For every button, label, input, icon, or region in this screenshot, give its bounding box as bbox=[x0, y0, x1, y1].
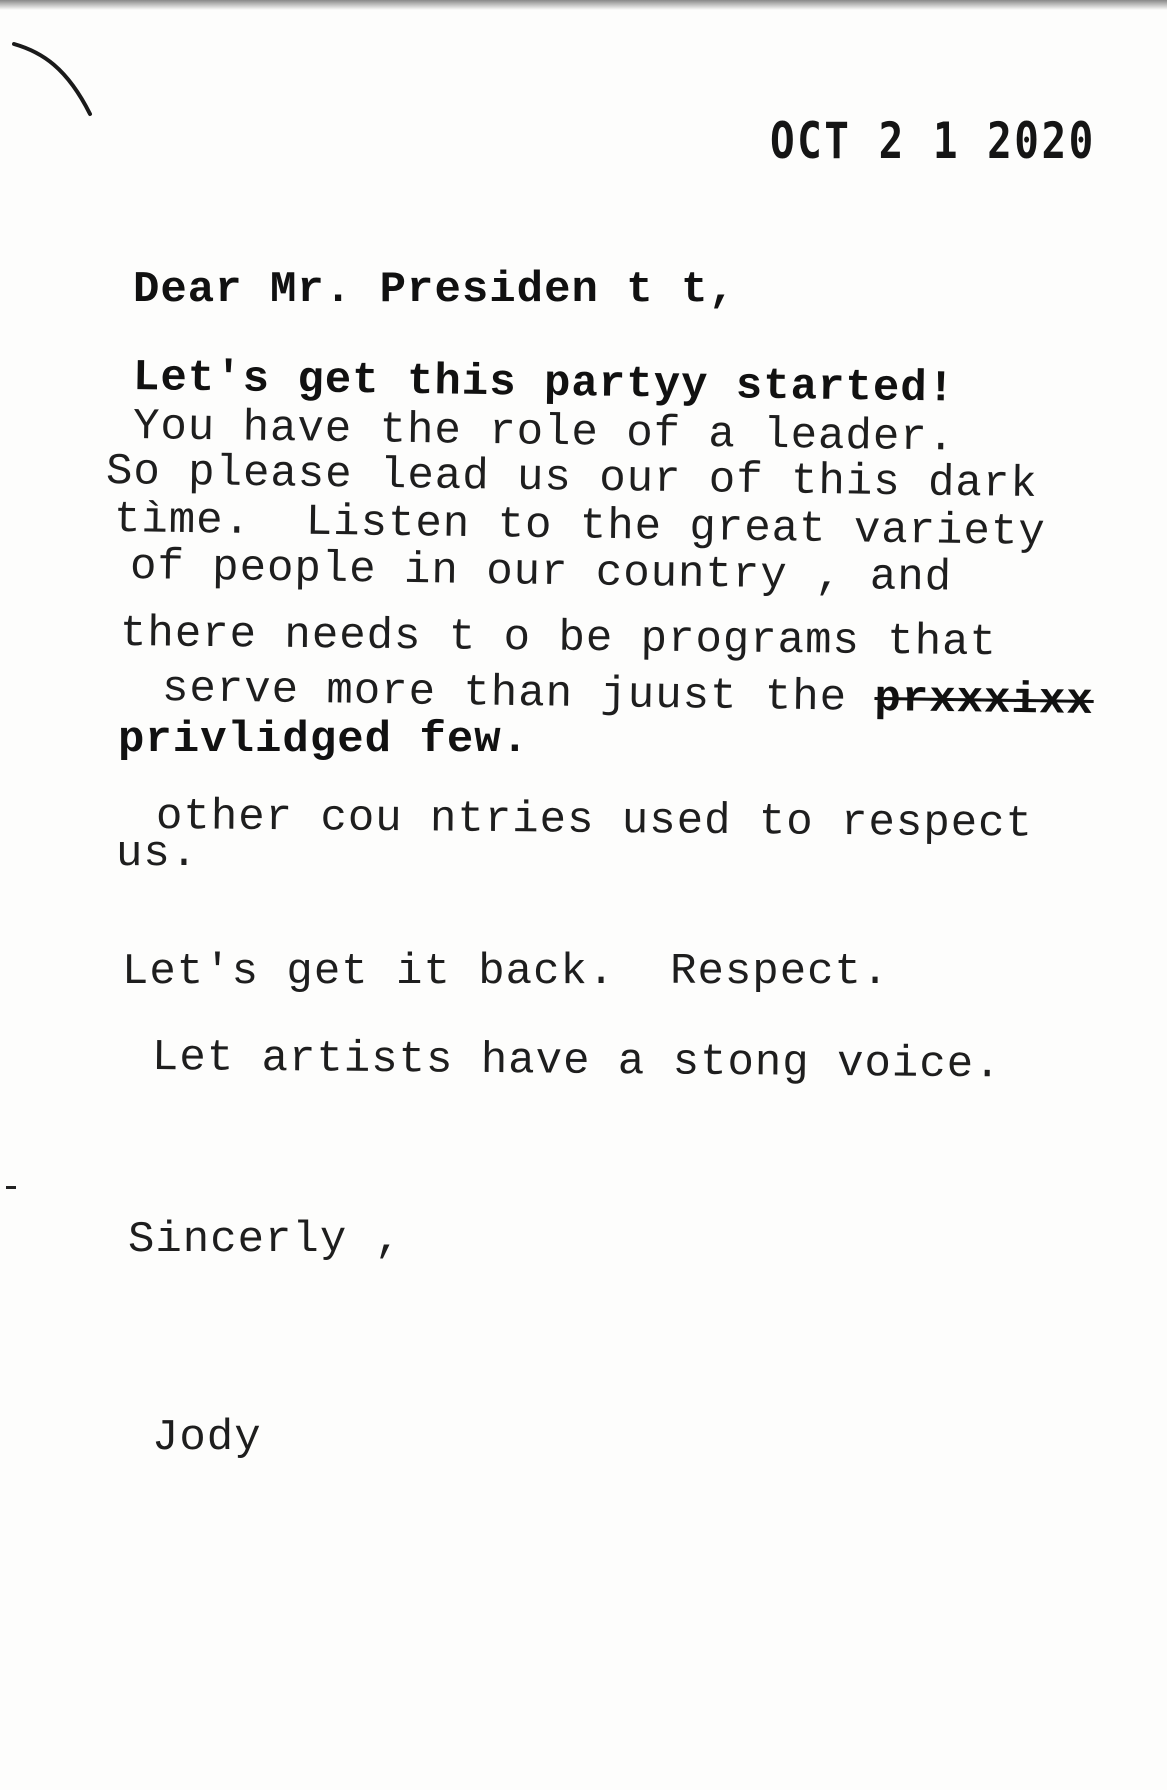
date-stamp: OCT 2 1 2020 bbox=[770, 112, 1096, 170]
edge-ink-tick bbox=[6, 1186, 16, 1189]
paragraph-1-line-8: privlidged few. bbox=[118, 715, 530, 765]
closing: Sincerly , bbox=[128, 1215, 403, 1265]
salutation: Dear Mr. Presiden t t, bbox=[133, 265, 736, 315]
struck-text: prxxxixx bbox=[874, 673, 1095, 728]
paragraph-1-line-3: So please lead us our of this dark bbox=[105, 447, 1039, 511]
paragraph-2-line-2: us. bbox=[116, 829, 199, 879]
paragraph-1-line-1: Let's get this partyy started! bbox=[132, 353, 956, 415]
paragraph-2-line-1: other cou ntries used to respect bbox=[155, 792, 1034, 850]
paragraph-1-line-6: there needs t o be programs that bbox=[119, 609, 998, 669]
signature: Jody bbox=[152, 1413, 262, 1463]
paragraph-4: Let artists have a stong voice. bbox=[151, 1033, 1002, 1091]
paragraph-3: Let's get it back. Respect. bbox=[122, 947, 890, 997]
paragraph-1-line-5: of people in our country , and bbox=[129, 542, 953, 604]
corner-ink-mark bbox=[12, 38, 94, 118]
paragraph-1-line-4: tìme. Listen to the great variety bbox=[113, 495, 1047, 559]
paragraph-1-line-7-text: serve more than juust the bbox=[161, 664, 848, 724]
scan-top-edge bbox=[0, 0, 1167, 10]
paragraph-1-line-2: You have the role of a leader. bbox=[132, 402, 956, 464]
